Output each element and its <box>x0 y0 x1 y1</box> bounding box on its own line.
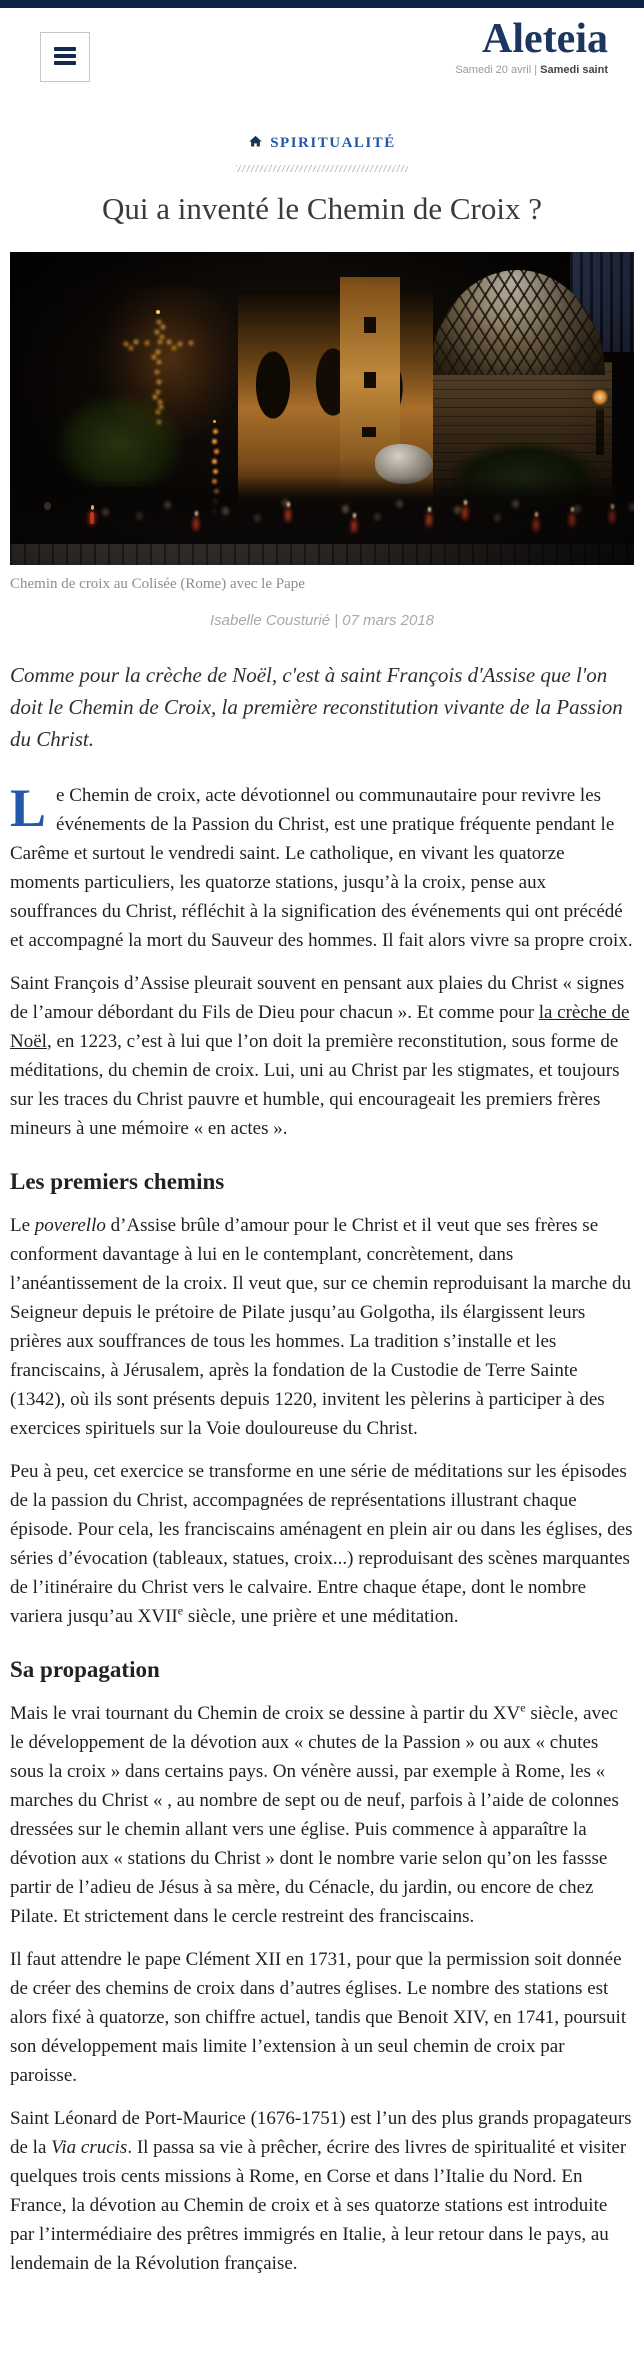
paragraph-1 <box>10 778 634 955</box>
hero-image <box>10 252 634 565</box>
via-crucis-italic: Via crucis <box>51 2137 128 2158</box>
date-primary: Samedi 20 avril <box>455 64 532 76</box>
category-link[interactable] <box>0 134 644 152</box>
menu-button[interactable] <box>40 32 90 82</box>
paragraph-5-text-b: siècle, avec le développement de la dévotion aux « chutes de la Passion » ou aux « chutes sous la croix » dans certains pays. On vénère aussi, par exemple à Rome, les « marches du Christ « , au nombre de sept ou de neuf, parfois à l’aide de colonnes dressées sur le chemin allant vers une église. Puis commence à apparaître la dévotion aux « stations du Christ » dont le nombre varie selon qu’on les fassse partir de l’adieu de Jésus à sa mère, du Cénacle, du jardin, ou encore de chez Pilate. Et strictement dans le cercle restreint des franciscains. <box>10 1703 619 1927</box>
brand-block <box>455 16 608 76</box>
article-title: Qui a inventé le Chemin de Croix ? <box>102 191 542 226</box>
hatched-divider <box>236 165 408 172</box>
brand-logo[interactable]: Aleteia <box>482 16 608 62</box>
paragraph-5 <box>10 1699 634 1931</box>
dateline <box>455 64 608 76</box>
byline-separator: | <box>330 612 343 629</box>
section-heading-premiers-chemins: Les premiers chemins <box>10 1169 225 1194</box>
paragraph-3-text-a: Le <box>10 1215 35 1236</box>
paragraph-3 <box>10 1211 634 1443</box>
top-accent-bar <box>0 0 644 8</box>
section-heading-sa-propagation: Sa propagation <box>10 1657 160 1682</box>
paragraph-7 <box>10 2104 634 2278</box>
paragraph-2-text-a: Saint François d’Assise pleurait souvent en pensant aux plaies du Christ « signes de l’amour débordant du Fils de Dieu pour chacun ». Et comme pour <box>10 973 625 1023</box>
hero-figure <box>10 252 634 594</box>
paragraph-2 <box>10 969 634 1143</box>
byline-author[interactable]: Isabelle Cousturié <box>209 612 331 629</box>
lead-paragraph: Comme pour la crèche de Noël, c'est à saint François d'Assise que l'on doit le Chemin de Croix, la première reconstitution vivante de la Passion du Christ. <box>10 663 623 751</box>
paragraph-1-text: e Chemin de croix, acte dévotionnel ou communautaire pour revivre les événements de la Passion du Christ, est une pratique fréquente pendant le Carême et surtout le vendredi saint. Le catholique, en vivant les quatorze moments particuliers, les quatorze stations, jusqu’à la croix, pense aux souffrances du Christ, réfléchit à la signification des événements qui ont précédé et accompagné la mort du Sauveur des hommes. Il fait alors vivre sa propre croix. <box>10 785 633 951</box>
hamburger-icon <box>54 44 76 68</box>
category-label: SPIRITUALITÉ <box>270 135 396 151</box>
byline <box>0 612 644 629</box>
paragraph-4-text-b: siècle, une prière et une méditation. <box>183 1606 459 1627</box>
hero-caption: Chemin de croix au Colisée (Rome) avec le Pape <box>10 576 305 592</box>
date-separator: | <box>531 64 541 76</box>
paragraph-7-text-a: Saint Léonard de Port-Maurice (1676-1751) est l’un des plus grands propagateurs de la <box>10 2108 632 2158</box>
ordinal-superscript: e <box>177 1603 184 1618</box>
photo-vignette <box>10 252 634 565</box>
byline-date: 07 mars 2018 <box>342 612 435 629</box>
paragraph-5-text-a: Mais le vrai tournant du Chemin de croix se dessine à partir du XV <box>10 1703 521 1724</box>
paragraph-3-text-b: d’Assise brûle d’amour pour le Christ et il veut que ses frères se conforment davantage à lui en le contemplant, concrètement, dans l’anéantissement de la croix. Il veut que, sur ce chemin reproduisant la marche du Seigneur depuis le prétoire de Pilate jusqu’au Golgotha, ils élargissent leurs prières aux souffrances de tous les hommes. La tradition s’installe et les franciscains, à Jérusalem, après la fondation de la Custodie de Terre Sainte (1342), où ils sont présents depuis 1220, invitent les pèlerins à participer à des exercices spirituels sur la Voie douloureuse du Christ. <box>10 1215 631 1439</box>
ordinal-superscript: e <box>520 1700 526 1715</box>
paragraph-2-text-b: , en 1223, c’est à lui que l’on doit la première reconstitution, sous forme de méditations, du chemin de croix. Lui, uni au Christ par les stigmates, et toujours sur les traces du Christ pauvre et humble, qui encourageait les premiers frères mineurs à une mémoire « en actes ». <box>10 1031 620 1139</box>
home-icon <box>248 134 263 149</box>
paragraph-7-text-b: . Il passa sa vie à prêcher, écrire des livres de spiritualité et visiter quelques trois cents missions à Rome, en Corse et dans l’Italie du Nord. En France, la dévotion au Chemin de croix et à ses quatorze stations est introduite par l’intermédiaire des prêtres immigrés en Italie, à leur retour dans le pays, au lendemain de la Révolution française. <box>10 2137 627 2274</box>
site-header <box>0 8 644 112</box>
drop-cap: L <box>10 778 47 838</box>
paragraph-6: Il faut attendre le pape Clément XII en 1731, pour que la permission soit donnée de créer des chemins de croix dans d’autres églises. Le nombre des stations est alors fixé à quatorze, son chiffre actuel, tandis que Benoit XIV, en 1741, poursuit son développement mais limite l’extension à un seul chemin de croix par paroisse. <box>10 1949 627 2086</box>
poverello-italic: poverello <box>34 1215 106 1236</box>
date-secondary: Samedi saint <box>540 64 608 76</box>
paragraph-4-text-a: Peu à peu, cet exercice se transforme en une série de méditations sur les épisodes de la passion du Christ, accompagnées de représentations illustrant chaque épisode. Pour cela, les franciscains aménagent en plein air ou dans les églises, des séries d’évocation (tableaux, statues, croix...) reproduisant des scènes marquantes de l’itinéraire du Christ vers le calvaire. Entre chaque étape, dont le nombre variera jusqu’au XVII <box>10 1461 633 1627</box>
paragraph-4 <box>10 1457 634 1631</box>
creche-de-noel-link[interactable]: la crèche de Noël <box>10 1002 630 1052</box>
